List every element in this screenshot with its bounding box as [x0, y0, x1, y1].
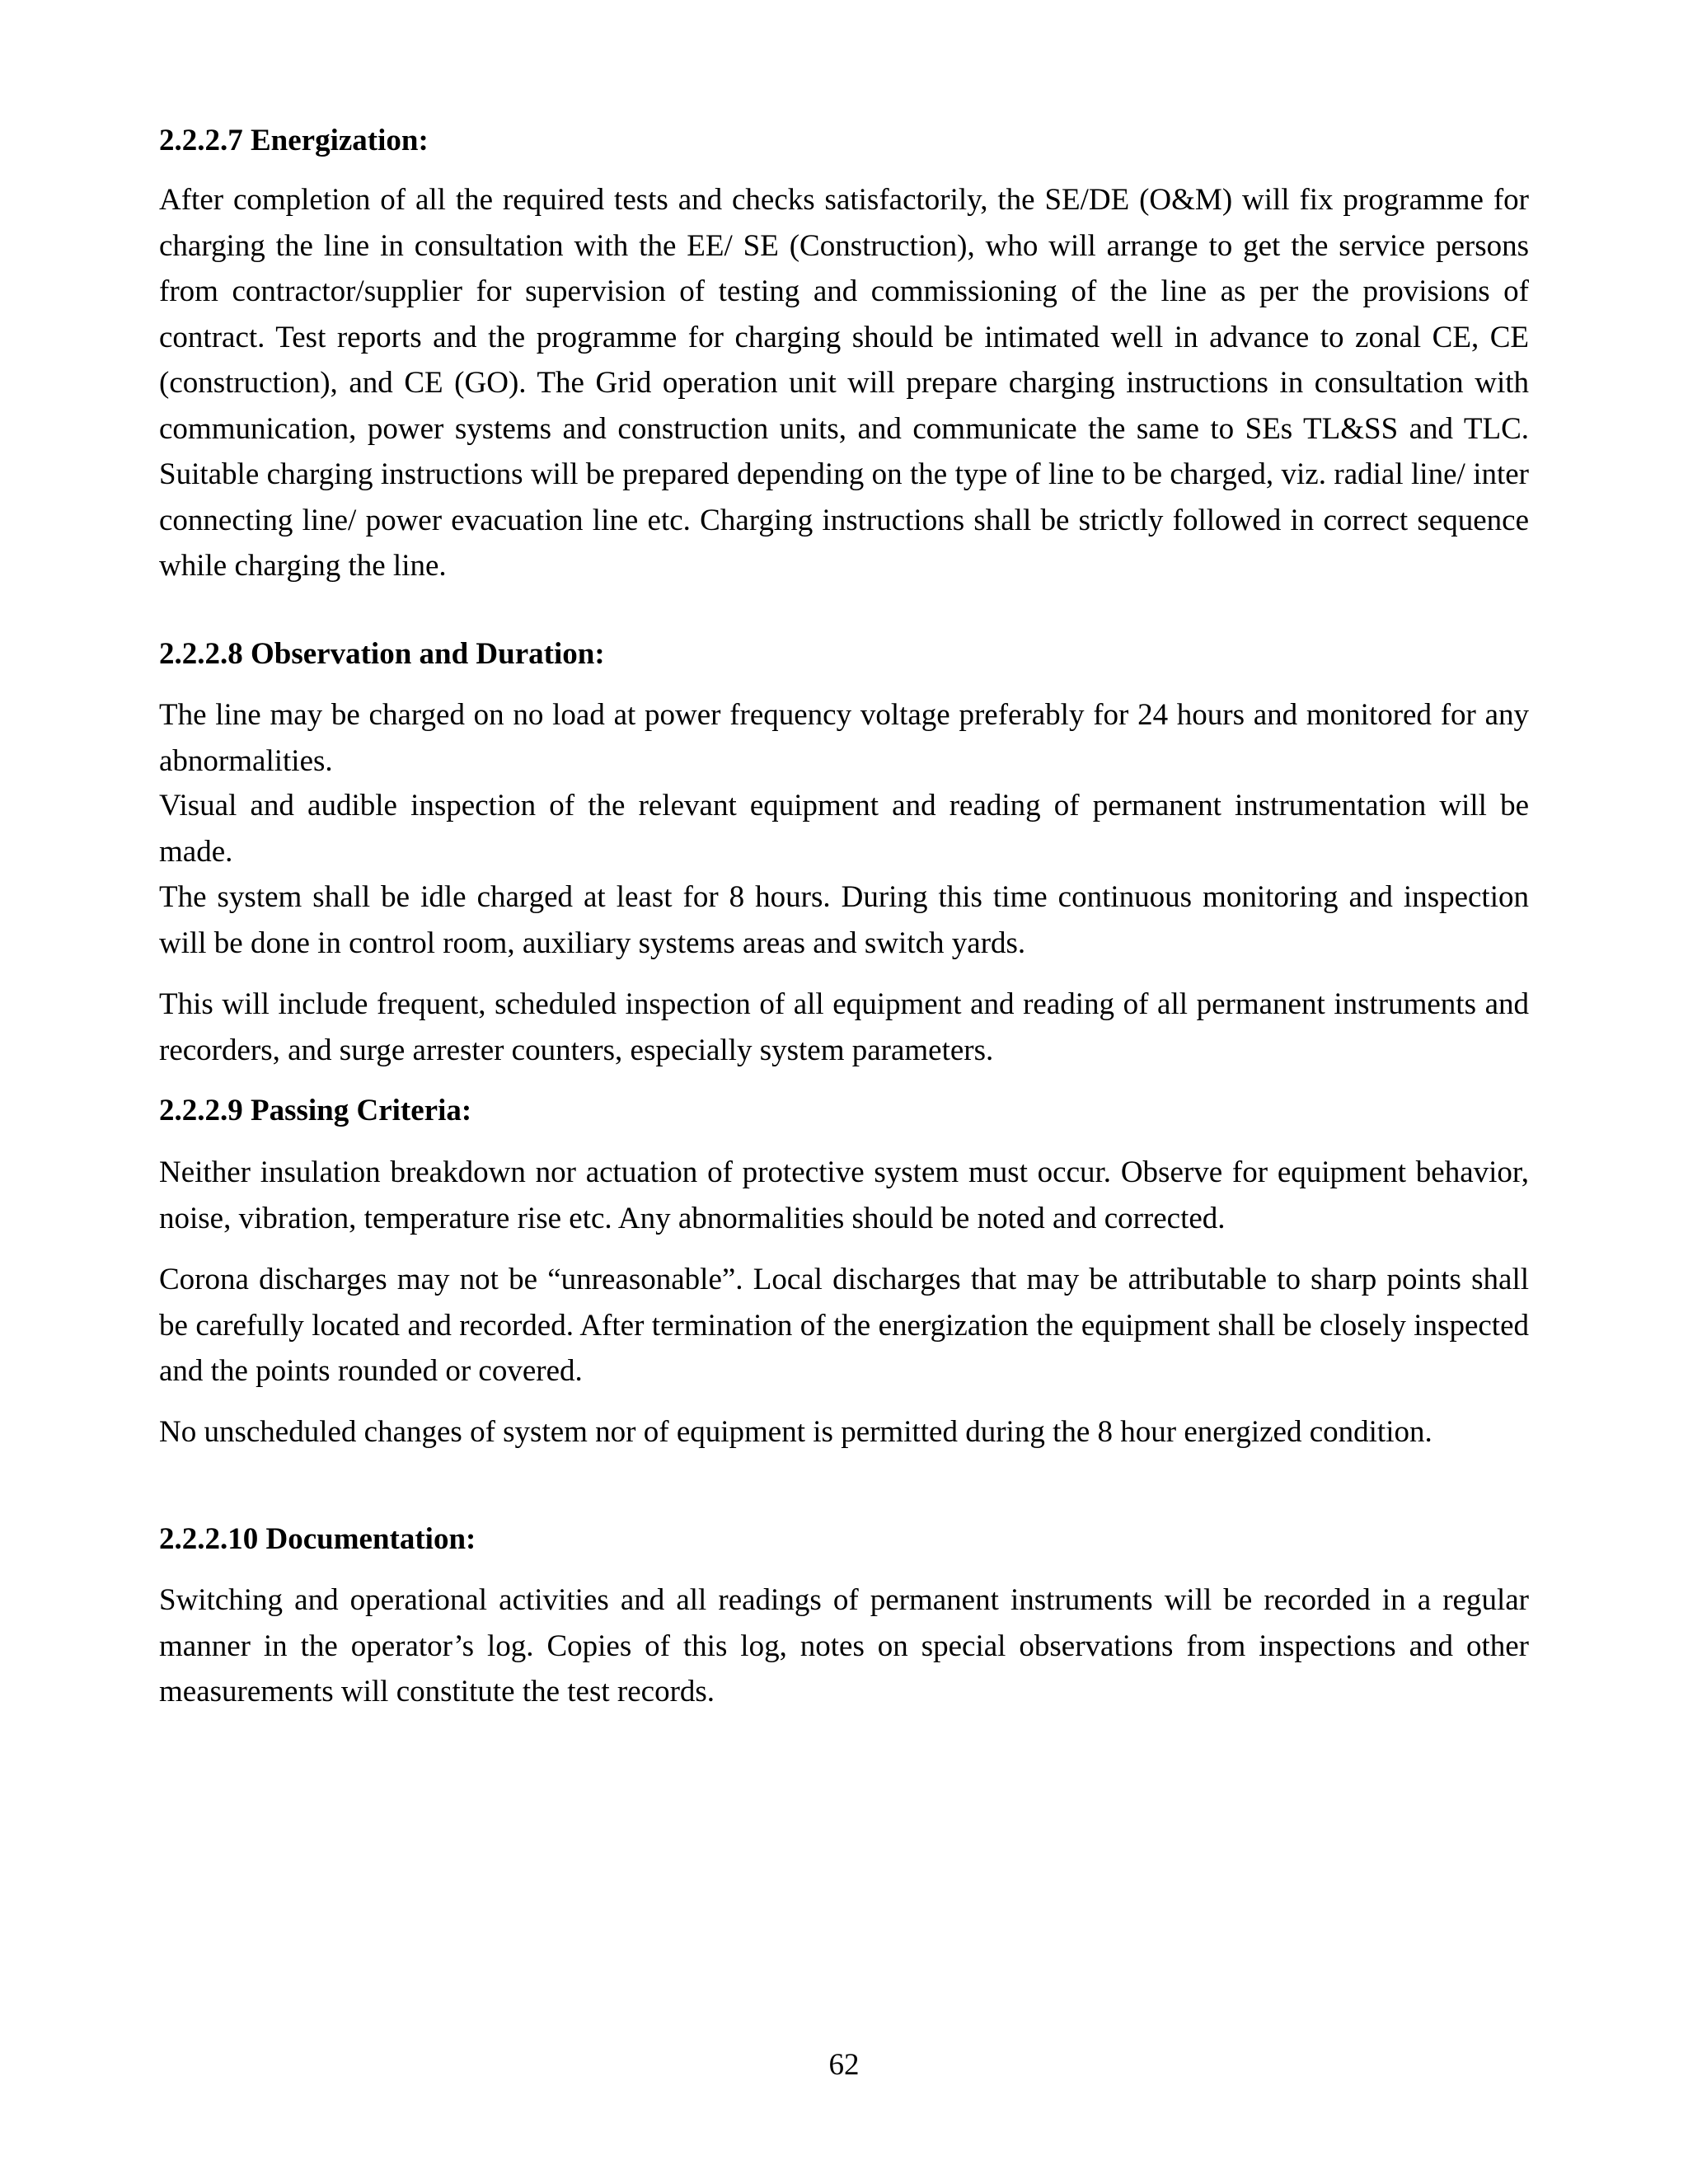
paragraph-passing-2: Corona discharges may not be “unreasonable”. Local discharges that may be attributable to sharp points shall be carefully located and recorded. After termination of the energization the equipment shall be closely inspected and the points rounded or covered.: [159, 1263, 1529, 1388]
paragraph-energization: After completion of all the required tests and checks satisfactorily, the SE/DE (O&M) will fix programme for charging the line in consultation with the EE/ SE (Construction), who will arrange to get the service persons from contractor/supplier for supervision of testing and commissioning of the line as per the provisions of contract. Test reports and the programme for charging should be intimated well in advance to zonal CE, CE (construction), and CE (GO). The Grid operation unit will prepare charging instructions in consultation with communication, power systems and construction units, and communicate the same to SEs TL&SS and TLC. Suitable charging instructions will be prepared depending on the type of line to be charged, viz. radial line/ inter connecting line/ power evacuation line etc. Charging instructions shall be strictly followed in correct sequence while charging the line.: [159, 183, 1529, 583]
section-heading-documentation: 2.2.2.10 Documentation:: [159, 1522, 476, 1556]
section-heading-energization: 2.2.2.7 Energization:: [159, 124, 429, 157]
paragraph-documentation: Switching and operational activities and all readings of permanent instruments will be recorded in a regular manner in the operator’s log. Copies of this log, notes on special observations from inspections and other measurements will constitute the test records.: [159, 1583, 1529, 1708]
section-heading-passing-criteria: 2.2.2.9 Passing Criteria:: [159, 1094, 472, 1127]
paragraph-observation-3: The system shall be idle charged at least for 8 hours. During this time continuous monitoring and inspection will be done in control room, auxiliary systems areas and switch yards.: [159, 880, 1529, 960]
paragraph-observation-1: The line may be charged on no load at power frequency voltage preferably for 24 hours and monitored for any abnormalities.: [159, 698, 1529, 778]
page-number: 62: [828, 2048, 860, 2082]
section-heading-observation: 2.2.2.8 Observation and Duration:: [159, 637, 605, 671]
paragraph-observation-4: This will include frequent, scheduled inspection of all equipment and reading of all permanent instruments and recorders, and surge arrester counters, especially system parameters.: [159, 987, 1529, 1067]
paragraph-passing-3: No unscheduled changes of system nor of equipment is permitted during the 8 hour energized condition.: [159, 1415, 1432, 1449]
paragraph-observation-2: Visual and audible inspection of the relevant equipment and reading of permanent instrumentation will be made.: [159, 789, 1529, 869]
paragraph-passing-1: Neither insulation breakdown nor actuation of protective system must occur. Observe for equipment behavior, noise, vibration, temperature rise etc. Any abnormalities should be noted and corrected.: [159, 1155, 1529, 1235]
